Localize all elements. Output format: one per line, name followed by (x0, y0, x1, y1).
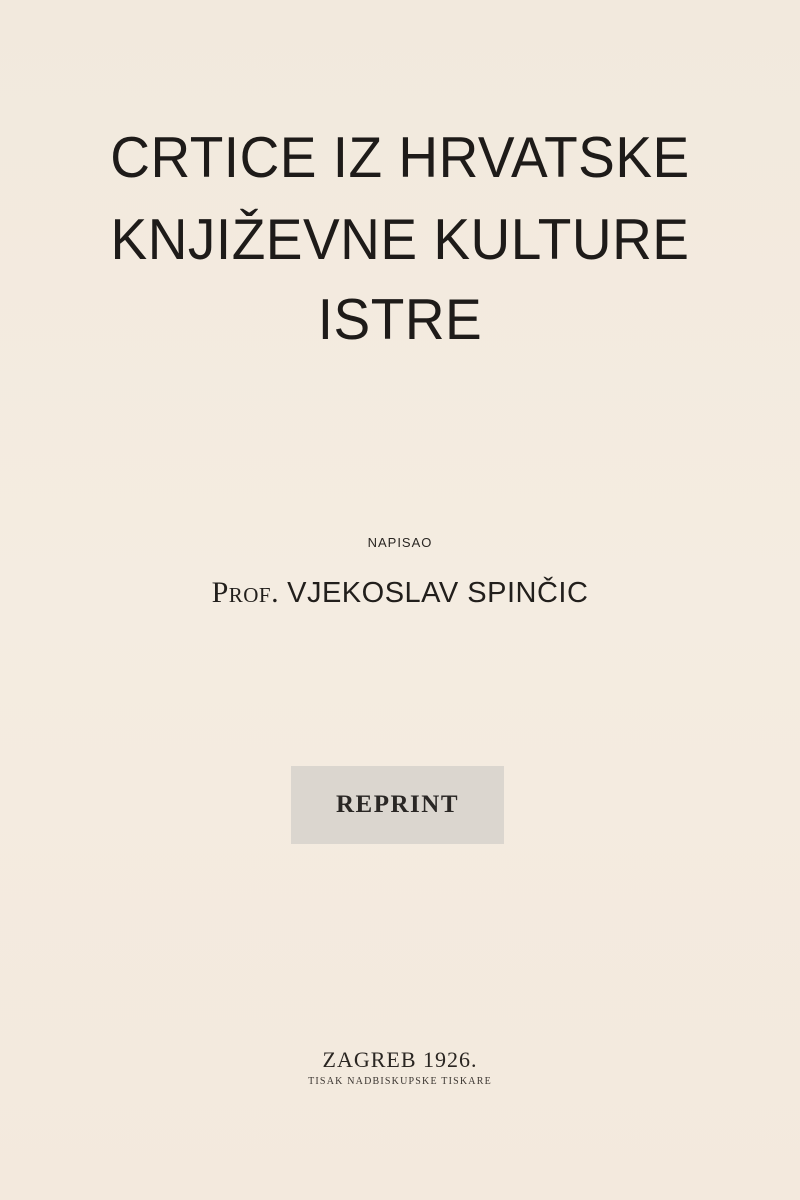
author-prefix: Prof. (211, 576, 280, 609)
book-title-line-2: KNJIŽEVNE KULTURE (110, 206, 690, 272)
author-name: VJEKOSLAV SPINČIC (287, 577, 589, 609)
byline-label: NAPISAO (367, 535, 433, 550)
place-and-year: ZAGREB 1926. (322, 1047, 478, 1072)
reprint-label: REPRINT (335, 791, 459, 818)
book-title-line-1: CRTICE IZ HRVATSKE (110, 124, 690, 190)
book-title-line-3: ISTRE (317, 286, 483, 352)
author-line (0, 576, 800, 610)
reprint-stamp (291, 766, 504, 844)
printer-name: TISAK NADBISKUPSKE TISKARE (308, 1076, 492, 1087)
